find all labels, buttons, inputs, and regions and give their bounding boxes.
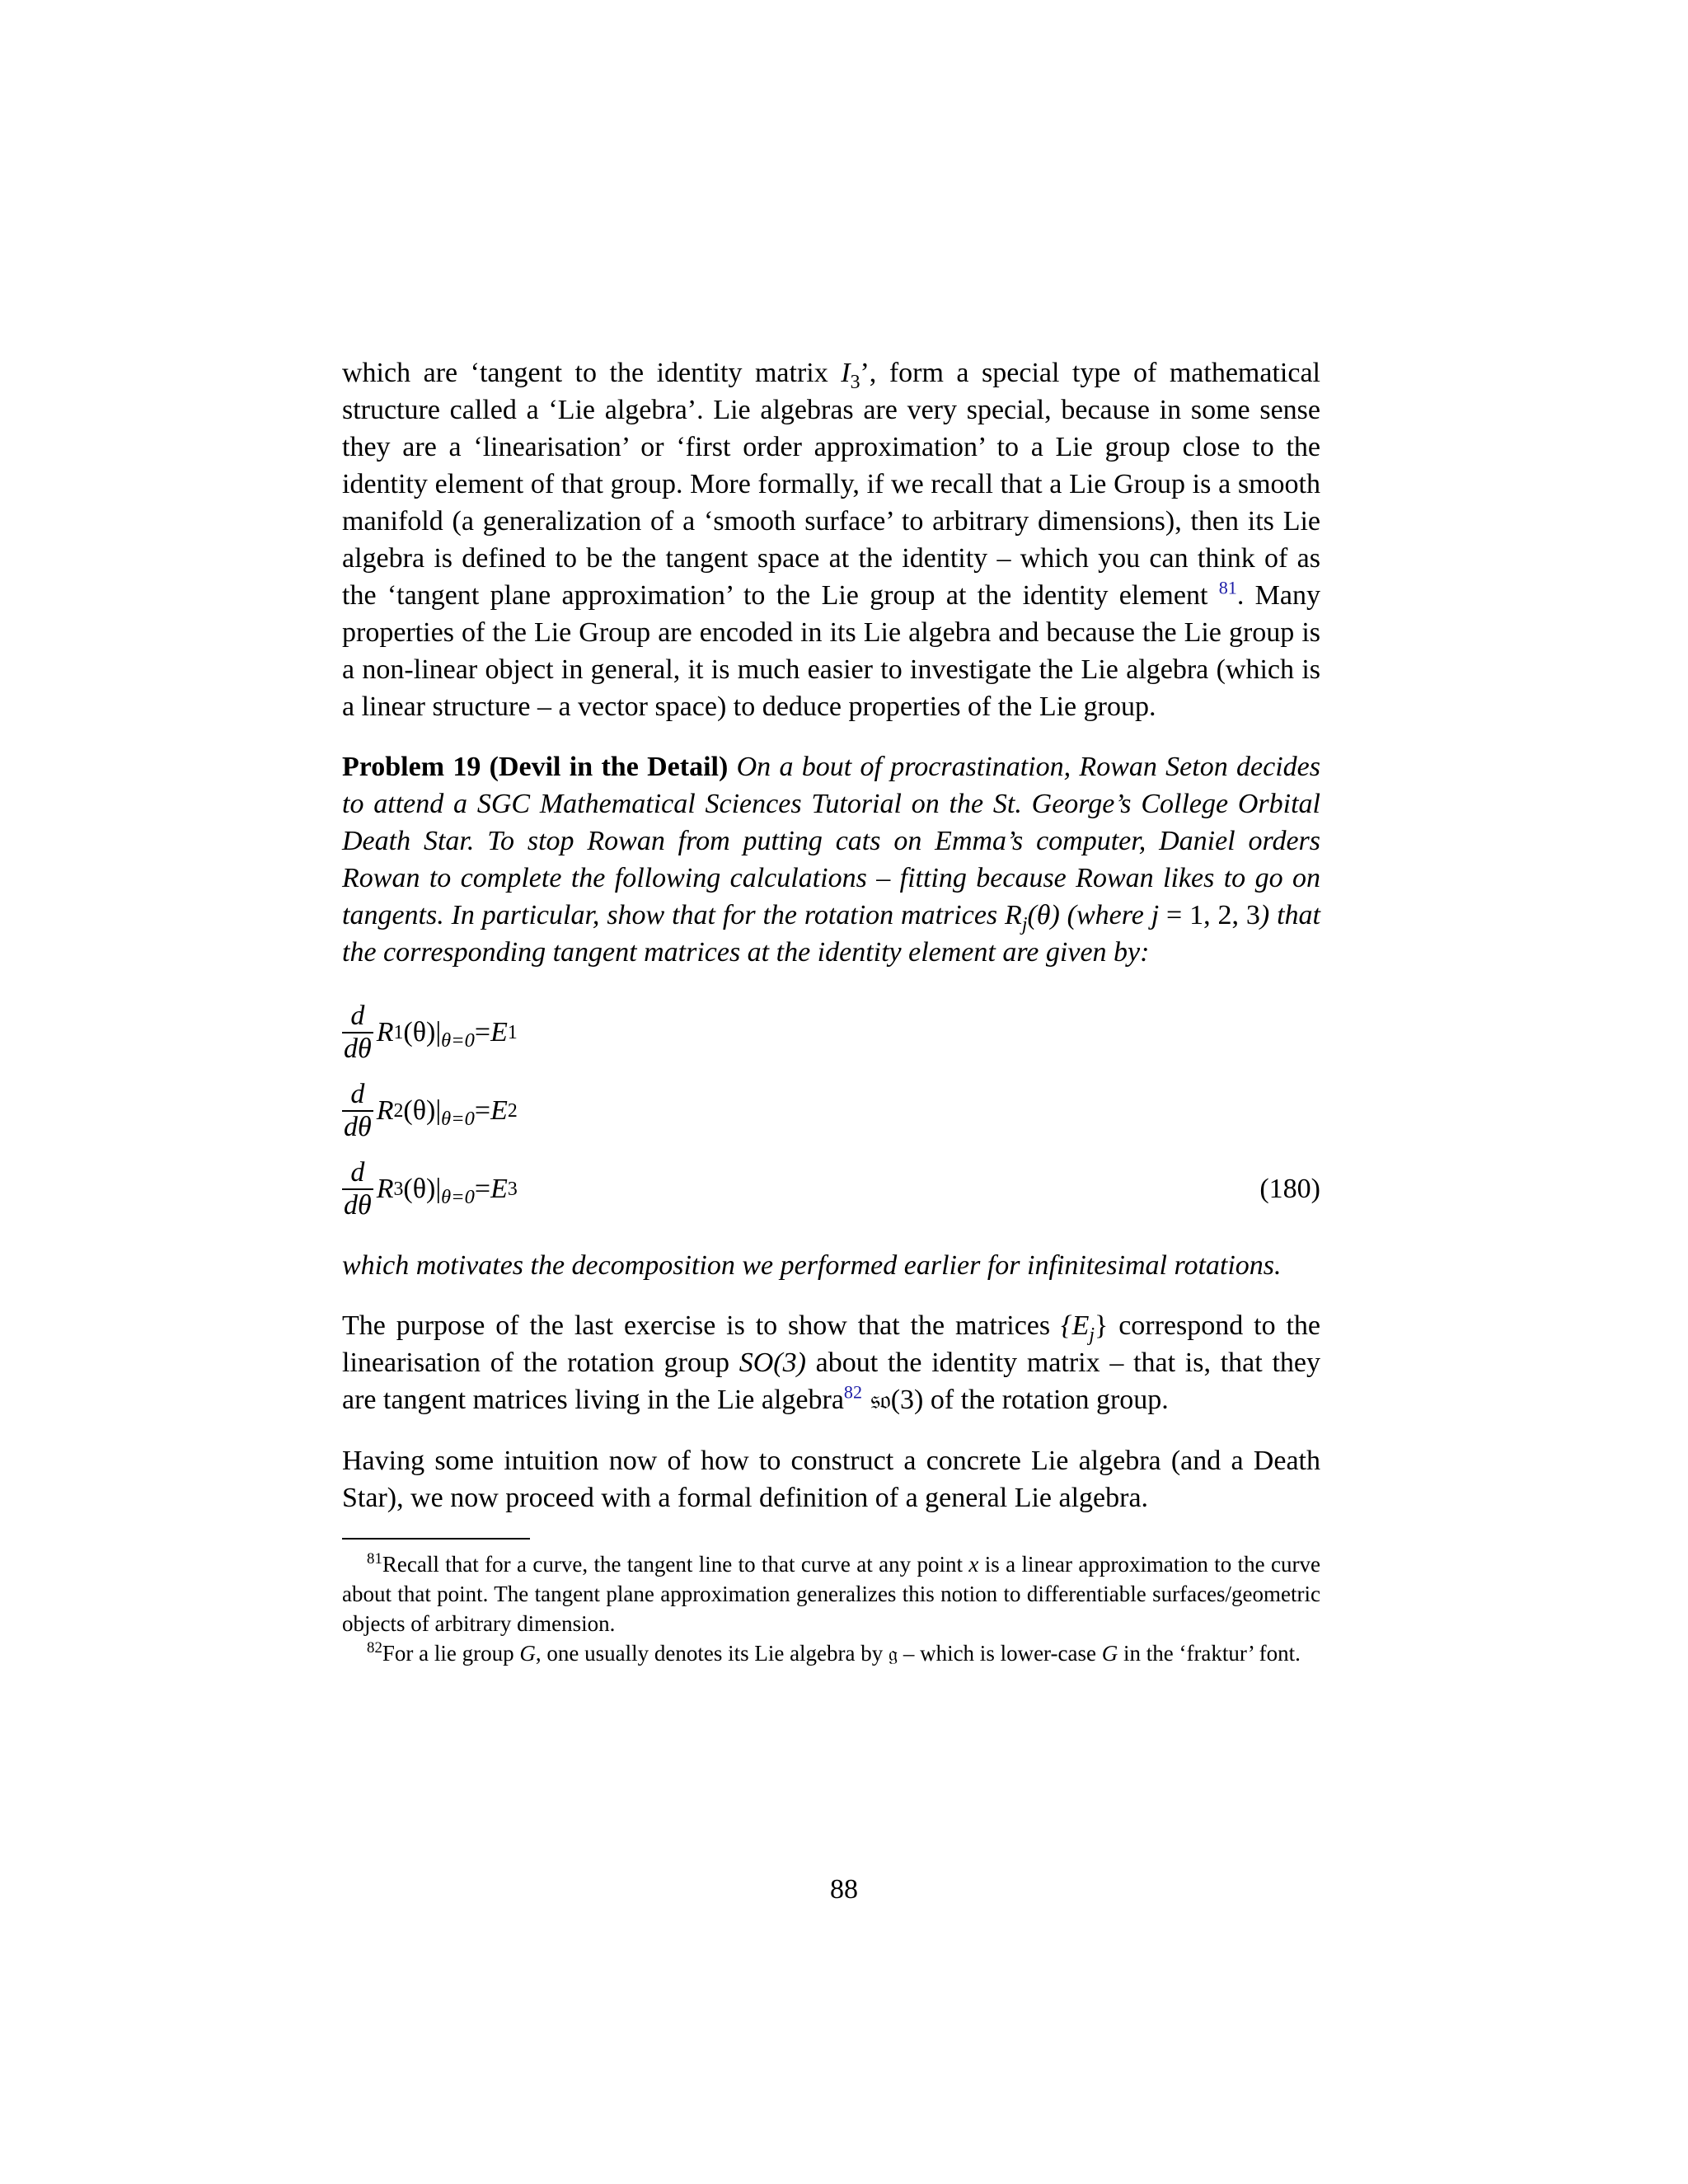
math-arg: (θ)| xyxy=(403,1095,442,1126)
math-subscript: 3 xyxy=(850,371,860,393)
footnote-mark: 81 xyxy=(367,1550,382,1568)
problem-closing: which motivates the decomposition we performed earlier for infinitesimal rotations. xyxy=(342,1250,1282,1281)
text-run: ) that the corresponding tangent matrices at the identity element are given by: xyxy=(342,900,1320,968)
math-var: R xyxy=(376,1174,394,1204)
text-run: Recall that for a curve, the tangent line to that curve at any point xyxy=(382,1552,969,1577)
footnote-ref-81[interactable]: 81 xyxy=(1218,577,1237,598)
text-run: which are ‘tangent to the identity matrix xyxy=(342,358,842,388)
text-run: in the ‘fraktur’ font. xyxy=(1118,1641,1301,1666)
footnote-81 xyxy=(342,1549,1320,1638)
text-run: (where xyxy=(1059,900,1151,930)
fraction-numerator: d xyxy=(350,1001,365,1031)
equation-row-1: $\frac{d}{d\theta}$ R 1 (θ)| θ=0 = E 1 xyxy=(344,1001,518,1064)
math-var: R xyxy=(376,1095,394,1126)
text-run: about the identity matrix – that is, that they are tangent matrices living in the Lie algebra xyxy=(342,1347,1320,1415)
footnote-82 xyxy=(342,1638,1320,1669)
text-run: The purpose of the last exercise is to show that the matrices xyxy=(342,1310,1061,1341)
text-run: – which is lower-case xyxy=(898,1641,1102,1666)
math-var: R xyxy=(376,1017,394,1047)
math-var: j xyxy=(1151,900,1160,930)
equals-sign: = xyxy=(474,1017,491,1047)
derivative-fraction xyxy=(342,1157,373,1221)
math-var: G xyxy=(519,1641,536,1666)
fraction-numerator: d xyxy=(350,1157,365,1188)
math-arg: (θ) xyxy=(1027,900,1060,930)
paragraph-formal-definition: Having some intuition now of how to construct a concrete Lie algebra (and a Death Star), we now proceed with a formal definition of a general Lie algebra. xyxy=(342,1446,1320,1513)
math-var: R xyxy=(1005,900,1022,930)
evaluation-point: θ=0 xyxy=(441,1029,475,1052)
problem-19 xyxy=(342,748,1320,971)
math-var: E xyxy=(490,1017,508,1047)
equals-sign: = xyxy=(474,1174,491,1204)
math-var: I xyxy=(841,358,851,388)
page-body xyxy=(342,354,1320,1669)
text-run: ’, form a special type of mathematical structure called a ‘Lie algebra’. Lie algebras are very special, because in some sense they are a ‘linearisation’ or ‘first order approximation’ to a Lie group close to the identity element of that group. More formally, if we recall that a Lie Group is a smooth manifold (a generalization of a ‘smooth surface’ to arbitrary dimensions), then its Lie algebra is defined to be the tangent space at the identity – which you can think of as the ‘tangent plane approximation’ to the Lie group at the identity element xyxy=(342,358,1320,611)
equation-number: (180) xyxy=(1259,1174,1320,1204)
text-run: correspond to the linearisation of the rotation group xyxy=(342,1310,1320,1378)
math-arg: (3) xyxy=(890,1385,924,1415)
math-fraktur: 𝔤 xyxy=(889,1642,898,1666)
equation-row-3: $\frac{d}{d\theta}$ R 3 (θ)| θ=0 = E 3 xyxy=(344,1157,518,1221)
math-var: x xyxy=(968,1552,979,1577)
paragraph-so3 xyxy=(342,1307,1320,1419)
text-run: For a lie group xyxy=(382,1641,520,1666)
text-run: of the rotation group. xyxy=(923,1385,1169,1415)
text-run: is a linear approximation to the curve about that point. The tangent plane approximation generalizes this notion to differentiable surfaces/geometric objects of arbitrary dimension. xyxy=(342,1552,1320,1636)
footnote-mark: 82 xyxy=(367,1639,382,1657)
math-var: E xyxy=(490,1174,508,1204)
math-subscript: j xyxy=(1021,913,1028,935)
math-group: SO(3) xyxy=(738,1347,806,1378)
math-subscript: j xyxy=(1089,1324,1095,1346)
paragraph-lie-algebra-intro xyxy=(342,354,1320,725)
derivative-fraction xyxy=(342,1079,373,1143)
footnote-ref-82[interactable]: 82 xyxy=(843,1381,863,1403)
evaluation-point: θ=0 xyxy=(441,1186,475,1208)
text-run: On a bout of procrastination, Rowan Seton decides to attend a SGC Mathematical Sciences Tutorial on the St. George’s College Orbital Death Star. To stop Rowan from putting cats on Emma’s computer, Daniel orders Rowan to complete the following calculations – fitting because Rowan likes to go on tangents. In particular, show that for the rotation matrices xyxy=(342,752,1320,930)
problem-heading: Problem 19 (Devil in the Detail) xyxy=(342,752,729,782)
page-number: 88 xyxy=(830,1874,858,1905)
text-run: . Many properties of the Lie Group are encoded in its Lie algebra and because the Lie group is a non-linear object in general, it is much easier to investigate the Lie algebra (which is a linear structure – a vector space) to deduce properties of the Lie group. xyxy=(342,580,1320,722)
text-run: , one usually denotes its Lie algebra by xyxy=(535,1641,889,1666)
fraction-denominator: dθ xyxy=(344,1112,372,1142)
math-values: = 1, 2, 3 xyxy=(1159,900,1260,930)
fraction-numerator: d xyxy=(350,1079,365,1109)
math-var: G xyxy=(1101,1641,1118,1666)
math-var: {E xyxy=(1061,1310,1090,1341)
equals-sign: = xyxy=(474,1095,491,1126)
derivative-fraction xyxy=(342,1001,373,1065)
equation-block-180 xyxy=(342,996,1320,1222)
math-fraktur: 𝔰𝔬 xyxy=(862,1385,891,1415)
footnotes xyxy=(342,1549,1320,1669)
evaluation-point: θ=0 xyxy=(441,1108,475,1130)
footnote-separator xyxy=(342,1538,530,1540)
equation-row-2: $\frac{d}{d\theta}$ R 2 (θ)| θ=0 = E 2 xyxy=(344,1079,518,1142)
math-var: E xyxy=(490,1095,508,1126)
math-brace: } xyxy=(1095,1310,1109,1341)
fraction-denominator: dθ xyxy=(344,1190,372,1221)
math-arg: (θ)| xyxy=(403,1017,442,1047)
math-arg: (θ)| xyxy=(403,1174,442,1204)
fraction-denominator: dθ xyxy=(344,1033,372,1064)
